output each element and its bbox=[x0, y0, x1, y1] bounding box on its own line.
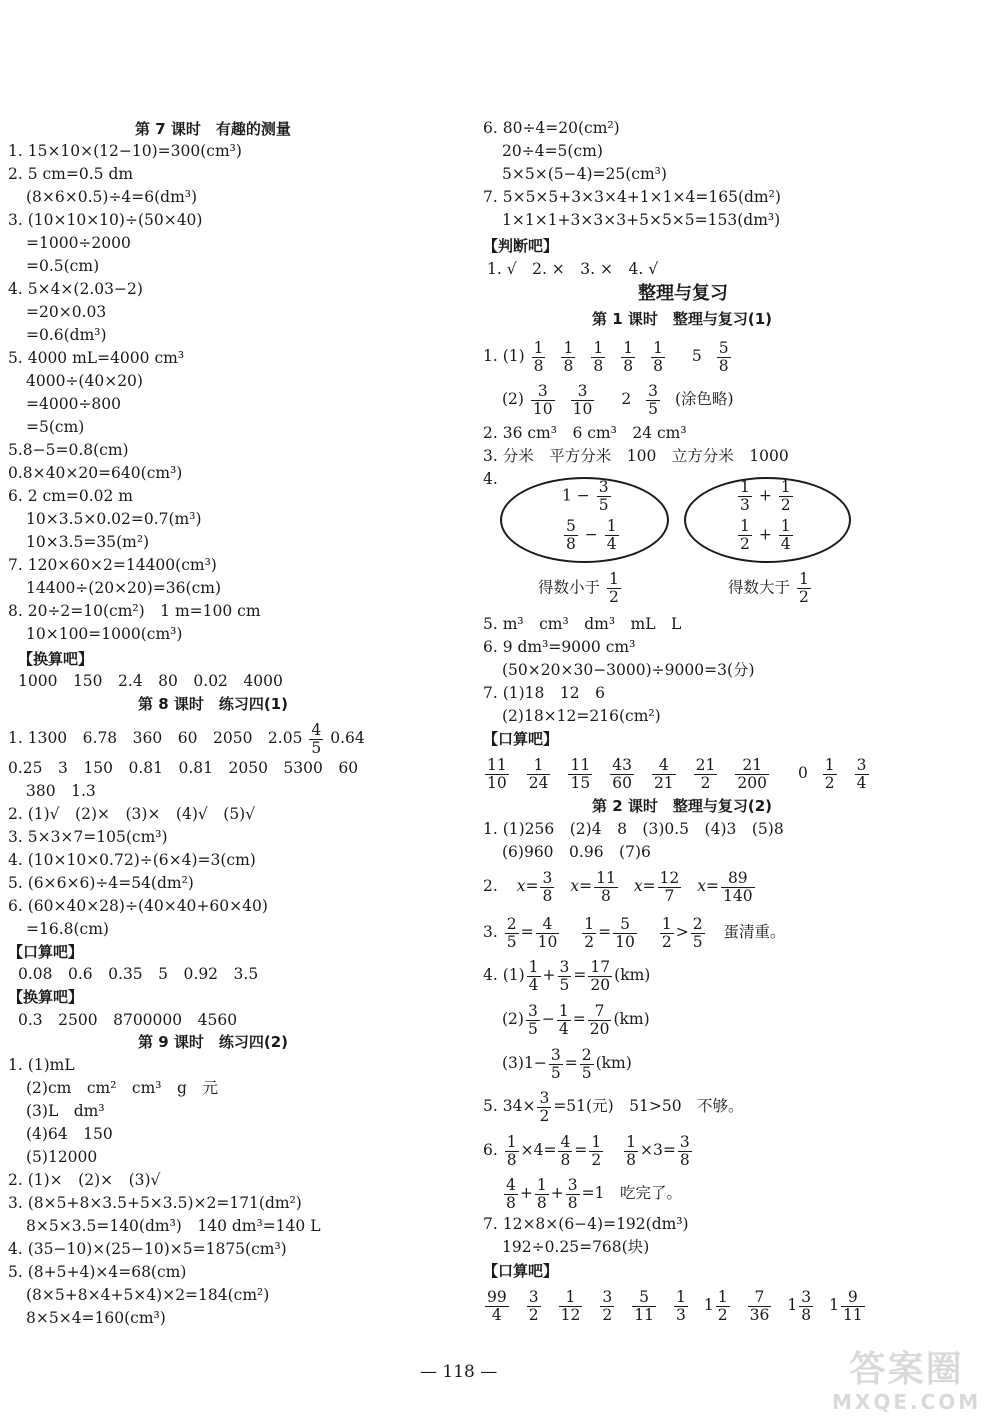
review1-item6a: 6. 9 dm³=9000 cm³ bbox=[483, 638, 636, 656]
kousuan-answers-3 bbox=[483, 1285, 881, 1325]
answer-line: 0.25 3 150 0.81 0.81 2050 5300 60 bbox=[8, 759, 359, 777]
fraction: $\frac{1}{8}$ bbox=[563, 338, 574, 375]
review2-item6a: 6. $\frac{1}{8}$ ×4= $\frac{4}{8}$ = $\frac{1}{2}$ $\frac{1}{8}$ ×3= $\frac{3}{8}$ bbox=[483, 1132, 690, 1169]
answer-line: 10×3.5=35(m²) bbox=[26, 533, 150, 551]
answer-line: 2. (1)√ (2)× (3)× (4)√ (5)√ bbox=[8, 805, 256, 823]
watermark-domain: MXQE.COM bbox=[832, 1390, 982, 1414]
answer-line: 5. (8+5+4)×4=68(cm) bbox=[8, 1263, 187, 1281]
answer-line: =5(cm) bbox=[26, 418, 85, 436]
answer-line: =20×0.03 bbox=[26, 303, 107, 321]
answer-line: 7. 5×5×5+3×3×4+1×1×4=165(dm²) bbox=[483, 188, 781, 206]
watermark-text: 答案圈 bbox=[849, 1349, 964, 1390]
oval2-caption: 得数大于 $\frac{1}{2}$ bbox=[728, 570, 809, 606]
fraction: $\frac{1}{3}$ bbox=[675, 1287, 686, 1324]
oval1-caption: 得数小于 $\frac{1}{2}$ bbox=[538, 570, 619, 606]
equation-solution: x= $\frac{3}{8}$ bbox=[516, 868, 553, 905]
answer-line: =0.6(dm³) bbox=[26, 326, 107, 344]
answer-line: 10×100=1000(cm³) bbox=[26, 625, 183, 643]
answer-line: 2. (1)× (2)× (3)√ bbox=[8, 1171, 161, 1189]
review2-item4-3: (3)1− $\frac{3}{5}$ = $\frac{2}{5}$ (km) bbox=[502, 1045, 632, 1082]
answer-line: 3. (8×5+8×3.5+5×3.5)×2=171(dm²) bbox=[8, 1194, 302, 1212]
fraction: $\frac{5}{11}$ bbox=[634, 1287, 654, 1324]
answer-line: =16.8(cm) bbox=[26, 920, 109, 938]
review2-item1a: 1. (1)256 (2)4 8 (3)0.5 (4)3 (5)8 bbox=[483, 820, 784, 838]
fraction: $\frac{3}{2}$ bbox=[528, 1287, 539, 1324]
review1-item1-2: (2) $\frac{3}{10}$ $\frac{3}{10}$ 2 $\frac{3}{5}$ (涂色略) bbox=[502, 381, 734, 418]
answer-line: 4000÷(40×20) bbox=[26, 372, 143, 390]
fraction: $\frac{1}{8}$ bbox=[653, 338, 663, 375]
answer-line: 1. 15×10×(12−10)=300(cm³) bbox=[8, 142, 242, 160]
fraction: $\frac{3}{2}$ bbox=[602, 1287, 613, 1324]
review2-item1b: (6)960 0.96 (7)6 bbox=[502, 843, 651, 861]
answer-line: 3. 5×3×7=105(cm³) bbox=[8, 828, 168, 846]
huansuan-head-1: 【换算吧】 bbox=[18, 650, 94, 668]
fraction: $\frac{3}{10}$ bbox=[572, 381, 593, 418]
review1-item3: 3. 分米 平方分米 100 立方分米 1000 bbox=[483, 447, 789, 465]
answer-line: (2)cm cm² cm³ g 元 bbox=[26, 1079, 218, 1097]
fraction: $\frac{89}{140}$ bbox=[723, 868, 753, 905]
answer-line: =1000÷2000 bbox=[26, 234, 131, 252]
review1-item6b: (50×20×30−3000)÷9000=3(分) bbox=[502, 661, 755, 679]
answer-line: 1×1×1+3×3×3+5×5×5=153(dm³) bbox=[502, 211, 781, 229]
oval1-expr2: $\frac{5}{8}$ − $\frac{1}{4}$ bbox=[566, 517, 617, 553]
answer-line: 5×5×(5−4)=25(cm³) bbox=[502, 165, 667, 183]
answer-line: 10×3.5×0.02=0.7(m³) bbox=[26, 510, 202, 528]
fraction: $\frac{1}{12}$ bbox=[560, 1287, 581, 1324]
answer-line: 4. (35−10)×(25−10)×5=1875(cm³) bbox=[8, 1240, 287, 1258]
answer-line: 2. 5 cm=0.5 dm bbox=[8, 165, 134, 183]
answer-line: 8×5×4=160(cm³) bbox=[26, 1309, 166, 1327]
kousuan-head-3: 【口算吧】 bbox=[483, 1262, 559, 1280]
fraction: $\frac{21}{2}$ bbox=[695, 755, 716, 792]
answer-line: =0.5(cm) bbox=[26, 257, 100, 275]
review-lesson1-title: 第 1 课时 整理与复习(1) bbox=[592, 310, 773, 328]
mixed-number bbox=[746, 1287, 774, 1324]
review2-item3: 3. $\frac{2}{5}$ = $\frac{4}{10}$ $\frac{1}{2}$ = $\frac{5}{10}$ $\frac{1}{2}$ > $\frac{2}{5}$ 蛋清重。 bbox=[483, 914, 786, 951]
answer-line: 20÷4=5(cm) bbox=[502, 142, 603, 160]
huansuan-head-2: 【换算吧】 bbox=[8, 988, 84, 1006]
fraction: $\frac{1}{8}$ bbox=[593, 338, 604, 375]
review1-item2: 2. 36 cm³ 6 cm³ 24 cm³ bbox=[483, 424, 687, 442]
huansuan-answers-2: 0.3 2500 8700000 4560 bbox=[18, 1011, 238, 1029]
review2-item4-1: 4. (1) $\frac{1}{4}$ + $\frac{3}{5}$ = $\frac{17}{20}$ (km) bbox=[483, 957, 651, 994]
fraction: $\frac{11}{10}$ bbox=[487, 755, 507, 792]
equation-solution: x= $\frac{12}{7}$ bbox=[633, 868, 680, 905]
fraction: $\frac{1}{8}$ bbox=[533, 338, 544, 375]
review2-item2: 2. x= $\frac{3}{8}$ x= $\frac{11}{8}$ x= $\frac{12}{7}$ x= $\frac{89}{140}$ bbox=[483, 866, 757, 906]
panduan-answers: 1. √ 2. × 3. × 4. √ bbox=[487, 260, 659, 278]
lesson8-item1: 1. 1300 6.78 360 60 2050 2.05 $\frac{4}{5}$ 0.64 bbox=[8, 720, 365, 757]
equation-solution: x= $\frac{89}{140}$ bbox=[697, 868, 753, 905]
watermark-logo bbox=[832, 1350, 981, 1414]
review1-item7a: 7. (1)18 12 6 bbox=[483, 684, 605, 702]
fraction: $\frac{11}{8}$ bbox=[596, 868, 616, 905]
review1-item4-label: 4. bbox=[483, 470, 498, 488]
kousuan-head-1: 【口算吧】 bbox=[8, 943, 84, 961]
mixed-number: 1 $\frac{3}{8}$ bbox=[787, 1287, 812, 1324]
answer-line: 6. (60×40×28)÷(40×40+60×40) bbox=[8, 897, 268, 915]
fraction: $\frac{3}{10}$ bbox=[532, 381, 553, 418]
review1-item5: 5. m³ cm³ dm³ mL L bbox=[483, 615, 682, 633]
fraction: $\frac{1}{2}$ bbox=[717, 1287, 728, 1324]
answer-line: 8. 20÷2=10(cm²) 1 m=100 cm bbox=[8, 602, 261, 620]
answer-line: 380 1.3 bbox=[26, 782, 96, 800]
kousuan-head-2: 【口算吧】 bbox=[483, 730, 559, 748]
answer-line: (3)L dm³ bbox=[26, 1102, 105, 1120]
fraction: $\frac{1}{24}$ bbox=[528, 755, 549, 792]
answer-line: (5)12000 bbox=[26, 1148, 98, 1166]
answer-line: 5. (6×6×6)÷4=54(dm²) bbox=[8, 874, 194, 892]
oval2-expr1: $\frac{1}{3}$ + $\frac{1}{2}$ bbox=[740, 478, 791, 514]
answer-line: =4000÷800 bbox=[26, 395, 122, 413]
kousuan-answers-1: 0.08 0.6 0.35 5 0.92 3.5 bbox=[18, 965, 259, 983]
fraction: $\frac{1}{2}$ bbox=[824, 755, 835, 792]
review-lesson2-title: 第 2 课时 整理与复习(2) bbox=[592, 797, 773, 815]
answer-line: 8×5×3.5=140(dm³) 140 dm³=140 L bbox=[26, 1217, 321, 1235]
fraction: $\frac{4}{21}$ bbox=[653, 755, 674, 792]
fraction: $\frac{7}{36}$ bbox=[749, 1287, 770, 1324]
review1-item1-1: 1. (1) $\frac{1}{8}$ $\frac{1}{8}$ $\frac{1}{8}$ $\frac{1}{8}$ $\frac{1}{8}$ 5 $\frac{5}{8}$ bbox=[483, 338, 729, 375]
mixed-number: 1 $\frac{9}{11}$ bbox=[829, 1287, 863, 1324]
answer-line: 5. 4000 mL=4000 cm³ bbox=[8, 349, 185, 367]
answer-line: 6. 2 cm=0.02 m bbox=[8, 487, 134, 505]
review2-item5: 5. 34× $\frac{3}{2}$ =51(元) 51>50 不够。 bbox=[483, 1088, 744, 1125]
answer-line: 14400÷(20×20)=36(cm) bbox=[26, 579, 222, 597]
lesson7-title: 第 7 课时 有趣的测量 bbox=[135, 120, 291, 138]
kousuan-answers-2: $\frac{11}{10}$ $\frac{1}{24}$ $\frac{11}{15}$ $\frac{43}{60}$ $\frac{4}{21}$ $\frac{21}{2}$ $\frac{21}{200}$ 0 $\frac{1}{2}$ $\frac{3}{4}$ bbox=[487, 755, 867, 792]
answer-line: 5.8−5=0.8(cm) bbox=[8, 441, 129, 459]
mixed-number: 1 $\frac{1}{2}$ bbox=[703, 1287, 728, 1324]
review2-item7b: 192÷0.25=768(块) bbox=[502, 1238, 650, 1256]
fraction: $\frac{43}{60}$ bbox=[612, 755, 632, 792]
fraction: $\frac{3}{4}$ bbox=[856, 755, 867, 792]
section-title: 整理与复习 bbox=[638, 283, 728, 304]
fraction: $\frac{9}{11}$ bbox=[842, 1287, 863, 1324]
fraction: $\frac{12}{7}$ bbox=[659, 868, 680, 905]
answer-line: (4)64 150 bbox=[26, 1125, 113, 1143]
answer-line: (8×6×0.5)÷4=6(dm³) bbox=[26, 188, 198, 206]
answer-line: 1. (1)mL bbox=[8, 1056, 75, 1074]
lesson8-title: 第 8 课时 练习四(1) bbox=[138, 695, 289, 713]
fraction: $\frac{1}{8}$ bbox=[623, 338, 634, 375]
answer-line: (8×5+8×4+5×4)×2=184(cm²) bbox=[26, 1286, 270, 1304]
answer-line: 4. (10×10×0.72)÷(6×4)=3(cm) bbox=[8, 851, 256, 869]
review2-item7a: 7. 12×8×(6−4)=192(dm³) bbox=[483, 1215, 689, 1233]
equation-solution: x= $\frac{11}{8}$ bbox=[570, 868, 616, 905]
huansuan-answers-1: 1000 150 2.4 80 0.02 4000 bbox=[18, 672, 283, 690]
review1-item7b: (2)18×12=216(cm²) bbox=[502, 707, 661, 725]
fraction: $\frac{99}{4}$ bbox=[487, 1287, 507, 1324]
oval2-expr2: $\frac{1}{2}$ + $\frac{1}{4}$ bbox=[740, 517, 791, 553]
answer-line: 7. 120×60×2=14400(cm³) bbox=[8, 556, 217, 574]
answer-line: 0.8×40×20=640(cm³) bbox=[8, 464, 183, 482]
fraction: $\frac{21}{200}$ bbox=[737, 755, 767, 792]
oval1-expr1: 1 − $\frac{3}{5}$ bbox=[562, 478, 609, 514]
lesson9-title: 第 9 课时 练习四(2) bbox=[138, 1033, 289, 1051]
review2-item6b: $\frac{4}{8}$ + $\frac{1}{8}$ + $\frac{3}{8}$ =1 吃完了。 bbox=[506, 1175, 682, 1212]
fraction: $\frac{11}{15}$ bbox=[570, 755, 591, 792]
answer-line: 3. (10×10×10)÷(50×40) bbox=[8, 211, 203, 229]
page-number: — 118 — bbox=[420, 1362, 498, 1382]
answer-line: 4. 5×4×(2.03−2) bbox=[8, 280, 143, 298]
fraction: $\frac{3}{8}$ bbox=[542, 868, 553, 905]
panduan-head: 【判断吧】 bbox=[483, 237, 559, 255]
answer-line: 6. 80÷4=20(cm²) bbox=[483, 119, 620, 137]
fraction: $\frac{3}{8}$ bbox=[801, 1287, 812, 1324]
review2-item4-2: (2) $\frac{3}{5}$ − $\frac{1}{4}$ = $\frac{7}{20}$ (km) bbox=[502, 1001, 650, 1038]
fraction: $\frac{4}{5}$ bbox=[311, 720, 322, 757]
